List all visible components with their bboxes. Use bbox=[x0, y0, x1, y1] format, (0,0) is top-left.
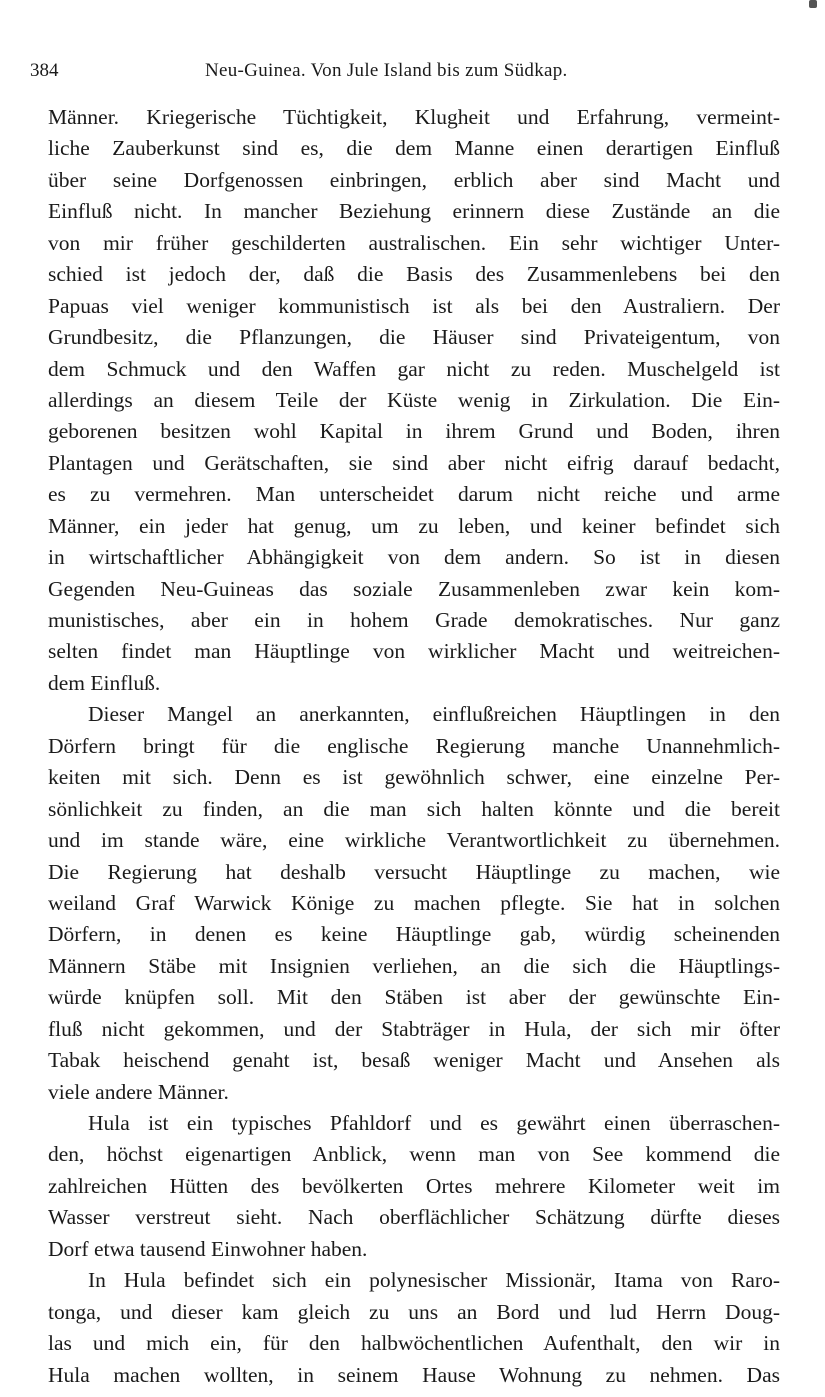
text-line: selten findet man Häuptlinge von wirklicher Macht und weitreichen- bbox=[48, 639, 780, 664]
text-line: Männer, ein jeder hat genug, um zu leben, und keiner befindet sich bbox=[48, 513, 780, 538]
text-line: munistisches, aber ein in hohem Grade demokratisches. Nur ganz bbox=[48, 608, 780, 632]
text-line: zahlreichen Hütten des bevölkerten Ortes mehrere Kilometer weit im bbox=[48, 1173, 780, 1198]
page-header bbox=[30, 60, 790, 86]
text-line: Dörfern, in denen es keine Häuptlinge gab, würdig scheinenden bbox=[48, 922, 780, 947]
text-line: weiland Graf Warwick Könige zu machen pflegte. Sie hat in solchen bbox=[48, 890, 780, 915]
text-line: dem Einfluß. bbox=[48, 670, 161, 695]
text-line: würde knüpfen soll. Mit den Stäben ist aber der gewünschte Ein- bbox=[48, 985, 780, 1010]
page-number: 384 bbox=[30, 60, 59, 81]
text-line: liche Zauberkunst sind es, die dem Manne einen derartigen Einfluß bbox=[48, 136, 780, 161]
text-line: Plantagen und Gerätschaften, sie sind aber nicht eifrig darauf bedacht, bbox=[48, 450, 780, 475]
scan-speck bbox=[809, 0, 817, 8]
text-line: Hula machen wollten, in seinem Hause Wohnung zu nehmen. Das bbox=[48, 1362, 780, 1387]
text-line: Dorf etwa tausend Einwohner haben. bbox=[48, 1236, 368, 1261]
text-line: Tabak heischend genaht ist, besaß weniger Macht und Ansehen als bbox=[48, 1048, 780, 1073]
text-line: Männern Stäbe mit Insignien verliehen, an die sich die Häuptlings- bbox=[48, 953, 780, 978]
text-line: und im stande wäre, eine wirkliche Verantwortlichkeit zu übernehmen. bbox=[48, 828, 780, 853]
text-line: Wasser verstreut sieht. Nach oberflächlicher Schätzung dürfte dieses bbox=[48, 1205, 780, 1230]
text-line: keiten mit sich. Denn es ist gewöhnlich schwer, eine einzelne Per- bbox=[48, 765, 780, 790]
text-line: Männer. Kriegerische Tüchtigkeit, Klugheit und Erfahrung, vermeint- bbox=[48, 105, 780, 129]
text-line: Grundbesitz, die Pflanzungen, die Häuser sind Privateigentum, von bbox=[48, 325, 780, 350]
text-line: In Hula befindet sich ein polynesischer Missionär, Itama von Raro- bbox=[88, 1268, 780, 1293]
text-line: viele andere Männer. bbox=[48, 1079, 229, 1104]
body-text bbox=[48, 102, 780, 1391]
text-line: Die Regierung hat deshalb versucht Häuptlinge zu machen, wie bbox=[48, 859, 780, 884]
text-line: geborenen besitzen wohl Kapital in ihrem Grund und Boden, ihren bbox=[48, 419, 780, 444]
text-line: in wirtschaftlicher Abhängigkeit von dem andern. So ist in diesen bbox=[48, 545, 780, 570]
text-line: Papuas viel weniger kommunistisch ist als bei den Australiern. Der bbox=[48, 293, 780, 318]
text-line: las und mich ein, für den halbwöchentlichen Aufenthalt, den wir in bbox=[48, 1331, 780, 1356]
text-line: dem Schmuck und den Waffen gar nicht zu reden. Muschelgeld ist bbox=[48, 356, 780, 381]
text-line: fluß nicht gekommen, und der Stabträger in Hula, der sich mir öfter bbox=[48, 1016, 780, 1041]
text-line: schied ist jedoch der, daß die Basis des Zusammenlebens bei den bbox=[48, 262, 780, 287]
text-line: Einfluß nicht. In mancher Beziehung erinnern diese Zustände an die bbox=[48, 199, 780, 224]
text-line: Dörfern bringt für die englische Regierung manche Unannehmlich- bbox=[48, 733, 780, 758]
text-line: über seine Dorfgenossen einbringen, erblich aber sind Macht und bbox=[48, 167, 780, 192]
text-line: sönlichkeit zu finden, an die man sich halten könnte und die bereit bbox=[48, 796, 780, 821]
running-title: Neu-Guinea. Von Jule Island bis zum Südkap. bbox=[205, 60, 568, 81]
text-line: Gegenden Neu-Guineas das soziale Zusammenleben zwar kein kom- bbox=[48, 576, 780, 601]
text-line: es zu vermehren. Man unterscheidet darum nicht reiche und arme bbox=[48, 482, 780, 507]
text-line: den, höchst eigenartigen Anblick, wenn man von See kommend die bbox=[48, 1142, 780, 1167]
text-line: tonga, und dieser kam gleich zu uns an Bord und lud Herrn Doug- bbox=[48, 1299, 780, 1324]
text-line: Hula ist ein typisches Pfahldorf und es gewährt einen überraschen- bbox=[88, 1111, 780, 1135]
text-line: von mir früher geschilderten australischen. Ein sehr wichtiger Unter- bbox=[48, 230, 780, 255]
text-line: Dieser Mangel an anerkannten, einflußreichen Häuptlingen in den bbox=[88, 702, 780, 727]
text-line: allerdings an diesem Teile der Küste wenig in Zirkulation. Die Ein- bbox=[48, 387, 780, 412]
